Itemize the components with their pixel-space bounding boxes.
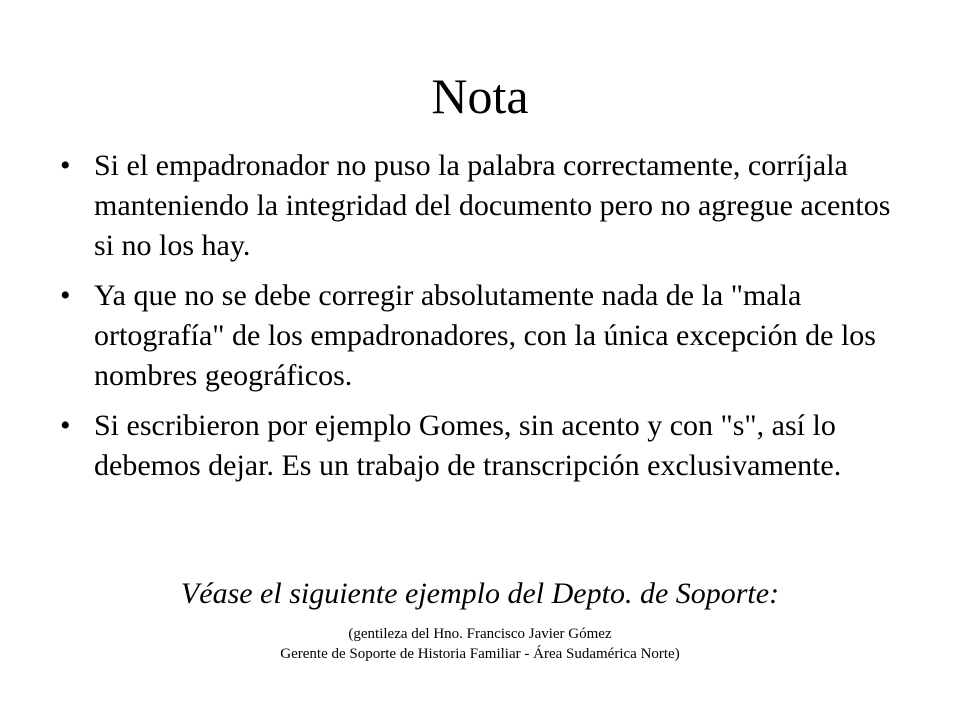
bullet-list	[60, 146, 910, 496]
bullet-text: Ya que no se debe corregir absolutamente nada de la "mala ortografía" de los empadronadores, con la única excepción de los nombres geográficos.	[94, 279, 876, 392]
bullet-item	[60, 276, 910, 396]
example-note: Véase el siguiente ejemplo del Depto. de Soporte:	[180, 577, 780, 610]
bullet-marker: •	[60, 149, 71, 182]
credit-line-2: Gerente de Soporte de Historia Familiar - Área Sudamérica Norte)	[280, 646, 680, 662]
bullet-item	[60, 406, 910, 486]
bullet-marker: •	[60, 279, 71, 312]
slide-title: Nota	[431, 68, 529, 124]
bullet-marker: •	[60, 409, 71, 442]
bullet-text: Si escribieron por ejemplo Gomes, sin acento y con "s", así lo debemos dejar. Es un trabajo de transcripción exclusivamente.	[94, 409, 842, 482]
bullet-item	[60, 146, 910, 266]
credit-line-1: (gentileza del Hno. Francisco Javier Gómez	[348, 626, 612, 642]
bullet-text: Si el empadronador no puso la palabra correctamente, corríjala manteniendo la integridad del documento pero no agregue acentos si no los hay.	[94, 149, 891, 262]
